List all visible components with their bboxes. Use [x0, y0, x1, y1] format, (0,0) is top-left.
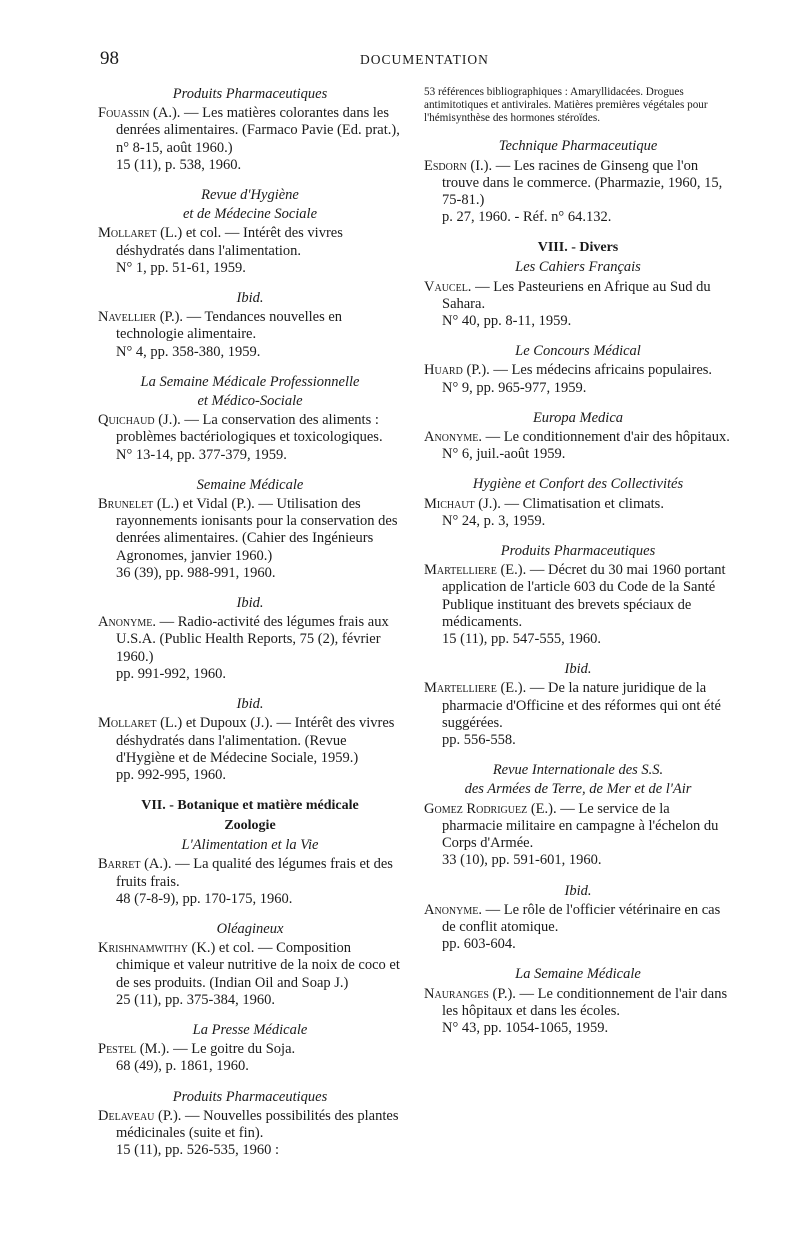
entry-reference: N° 9, pp. 965-977, 1959. [442, 379, 587, 396]
entry-text: (E.). — Décret du 30 mai 1960 portant application de l'article 603 du Code de la Santé Publique instituant des brevets spéciaux de médicaments. [442, 562, 726, 630]
entry-text: (P.). — Les médecins africains populaires. [462, 362, 713, 379]
journal-heading: Ibid. [236, 290, 264, 307]
entry-author: Anonyme. [424, 901, 482, 918]
section-heading: Zoologie [224, 818, 276, 834]
entry-reference: 68 (49), p. 1861, 1960. [116, 1058, 249, 1075]
bibliography-entry [98, 309, 402, 361]
entry-author: Esdorn [424, 157, 467, 174]
bibliography-entry [424, 680, 732, 749]
entry-author: Anonyme. [424, 429, 482, 446]
entry-author: Martelliere [424, 680, 497, 697]
entry-text: (P.). — Nouvelles possibilités des plantes médicinales (suite et fin). [116, 1107, 399, 1141]
entry-text: (L.) et Vidal (P.). — Utilisation des rayonnements ionisants pour la conservation des denrées alimentaires. (Cahier des Ingénieurs Agronomes, janvier 1960.) [116, 496, 398, 564]
entry-text: — Radio-activité des légumes frais aux U.S.A. (Public Health Reports, 75 (2), février 1960.) [116, 614, 389, 665]
entry-text: (J.). — La conservation des aliments : problèmes bactériologiques et toxicologiques. [116, 412, 383, 446]
entry-author: Quichaud [98, 412, 155, 429]
journal-heading: Oléagineux [216, 920, 284, 937]
note-text: 53 références bibliographiques : Amaryllidacées. Drogues antimitotiques et antivirales. Matières premières végétales pour l'hémisynthèse des hormones stéroïdes. [424, 86, 708, 124]
entry-reference: pp. 556-558. [442, 732, 516, 749]
left-column [98, 86, 402, 1172]
entry-reference: p. 27, 1960. - Réf. n° 64.132. [442, 209, 612, 226]
entry-author: Martelliere [424, 562, 497, 579]
journal-heading: Produits Pharmaceutiques [172, 86, 328, 102]
bibliography-entry [424, 158, 732, 227]
journal-heading: et de Médecine Sociale [182, 206, 318, 223]
entry-reference: N° 43, pp. 1054-1065, 1959. [442, 1019, 609, 1036]
entry-author: Huard [424, 362, 463, 379]
right-column [424, 86, 732, 1050]
journal-heading: Semaine Médicale [196, 476, 304, 493]
entry-reference: pp. 992-995, 1960. [116, 766, 226, 783]
entry-author: Nauranges [424, 985, 489, 1002]
entry-author: Gomez Rodriguez [424, 800, 528, 817]
entry-reference: 33 (10), pp. 591-601, 1960. [442, 852, 602, 869]
entry-text: (P.). — Tendances nouvelles en technologie alimentaire. [116, 309, 343, 343]
entry-reference: N° 4, pp. 358-380, 1959. [116, 343, 261, 360]
bibliography-entry [424, 986, 732, 1038]
entry-reference: N° 1, pp. 51-61, 1959. [116, 259, 246, 276]
bibliography-entry [424, 801, 732, 870]
entry-author: Mollaret [98, 715, 157, 732]
entry-author: Anonyme. [98, 614, 156, 631]
bibliography-entry [424, 562, 732, 648]
journal-heading: Hygiène et Confort des Collectivités [472, 476, 684, 493]
bibliography-entry [98, 856, 402, 908]
entry-author: Pestel [98, 1041, 137, 1058]
bibliography-entry [98, 1041, 402, 1075]
journal-heading: Produits Pharmaceutiques [172, 1088, 328, 1105]
entry-reference: N° 6, juil.-août 1959. [442, 446, 566, 463]
section-heading: VII. - Botanique et matière médicale [141, 798, 359, 814]
journal-heading: Produits Pharmaceutiques [500, 543, 656, 560]
entry-author: Brunelet [98, 496, 154, 513]
entry-text: (P.). — Le conditionnement de l'air dans les hôpitaux et dans les écoles. [442, 985, 728, 1019]
bibliography-entry [98, 225, 402, 277]
journal-heading: Revue d'Hygiène [201, 187, 299, 204]
bibliography-entry [424, 362, 732, 396]
entry-text: (L.) et col. — Intérêt des vivres déshydratés dans l'alimentation. [116, 225, 343, 259]
entry-text: (J.). — Climatisation et climats. [474, 495, 664, 512]
entry-text: — Le conditionnement d'air des hôpitaux. [481, 429, 730, 446]
entry-reference: pp. 603-604. [442, 936, 516, 953]
journal-heading: des Armées de Terre, de Mer et de l'Air [464, 781, 692, 798]
journal-heading: Ibid. [236, 595, 264, 612]
entry-text: (M.). — Le goitre du Soja. [136, 1041, 296, 1058]
entry-text: (A.). — La qualité des légumes frais et des fruits frais. [116, 856, 393, 890]
entry-reference: 25 (11), pp. 375-384, 1960. [116, 991, 275, 1008]
journal-heading: Le Concours Médical [515, 343, 641, 360]
entry-author: Navellier [98, 309, 157, 326]
entry-author: Fouassin [98, 105, 150, 122]
page-header [100, 48, 780, 72]
bibliography-entry [98, 1108, 402, 1160]
bibliography-entry [424, 902, 732, 954]
entry-reference: 36 (39), pp. 988-991, 1960. [116, 564, 276, 581]
entry-reference: 15 (11), p. 538, 1960. [116, 156, 242, 173]
bibliography-entry [424, 279, 732, 331]
bibliography-entry [98, 940, 402, 1009]
entry-text: (A.). — Les matières colorantes dans les denrées alimentaires. (Farmaco Pavie (Ed. prat.), n° 8-15, août 1960.) [116, 105, 400, 156]
journal-heading: et Médico-Sociale [197, 393, 303, 410]
entry-reference: 48 (7-8-9), pp. 170-175, 1960. [116, 890, 293, 907]
journal-heading: Ibid. [236, 696, 264, 713]
journal-heading: La Semaine Médicale Professionnelle [140, 373, 360, 390]
bibliography-entry [424, 429, 732, 463]
entry-author: Michaut [424, 495, 475, 512]
bibliography-entry [98, 614, 402, 683]
entry-reference: N° 13-14, pp. 377-379, 1959. [116, 446, 287, 463]
journal-heading: Technique Pharmaceutique [498, 138, 658, 155]
entry-author: Krishnamwithy [98, 940, 188, 957]
entry-reference: 15 (11), pp. 547-555, 1960. [442, 631, 601, 648]
bibliography-entry [98, 105, 402, 174]
journal-heading: Revue Internationale des S.S. [492, 762, 664, 779]
journal-heading: Europa Medica [532, 409, 624, 426]
bibliography-entry [98, 412, 402, 464]
entry-author: Vaucel. [424, 278, 472, 295]
bibliography-entry [98, 715, 402, 784]
entry-text: (I.). — Les racines de Ginseng que l'on trouve dans le commerce. (Pharmazie, 1960, 15, 75-81.) [442, 157, 723, 208]
bibliography-entry [424, 496, 732, 530]
journal-heading: Ibid. [564, 882, 592, 899]
journal-heading: La Semaine Médicale [515, 966, 641, 983]
entry-text: — Les Pasteuriens en Afrique au Sud du Sahara. [442, 278, 711, 312]
entry-reference: N° 24, p. 3, 1959. [442, 512, 546, 529]
section-heading: VIII. - Divers [537, 240, 619, 256]
entry-reference: N° 40, pp. 8-11, 1959. [442, 313, 572, 330]
journal-heading: L'Alimentation et la Vie [181, 837, 319, 854]
entry-reference: 15 (11), pp. 526-535, 1960 : [116, 1142, 279, 1159]
bibliography-entry [98, 496, 402, 582]
entry-text: (E.). — Le service de la pharmacie militaire en campagne à l'échelon du Corps d'Armée. [442, 800, 719, 852]
entry-author: Delaveau [98, 1107, 155, 1124]
journal-heading: Les Cahiers Français [515, 259, 641, 276]
entry-author: Barret [98, 856, 141, 873]
running-head: DOCUMENTATION [360, 52, 489, 67]
journal-heading: La Presse Médicale [192, 1021, 308, 1038]
entry-text: (K.) et col. — Composition chimique et valeur nutritive de la noix de coco et de ses produits. (Indian Oil and Soap J.) [116, 940, 400, 991]
entry-author: Mollaret [98, 225, 157, 242]
entry-text: (L.) et Dupoux (J.). — Intérêt des vivres déshydratés dans l'alimentation. (Revue d'Hygiène et de Médecine Sociale, 1959.) [116, 715, 395, 766]
journal-heading: Ibid. [564, 661, 592, 678]
page-number: 98 [100, 48, 119, 69]
entry-text: (E.). — De la nature juridique de la pharmacie d'Officine et des réformes qui ont été suggérées. [442, 680, 721, 731]
entry-reference: pp. 991-992, 1960. [116, 665, 226, 682]
entry-text: — Le rôle de l'officier vétérinaire en cas de conflit atomique. [442, 901, 721, 935]
